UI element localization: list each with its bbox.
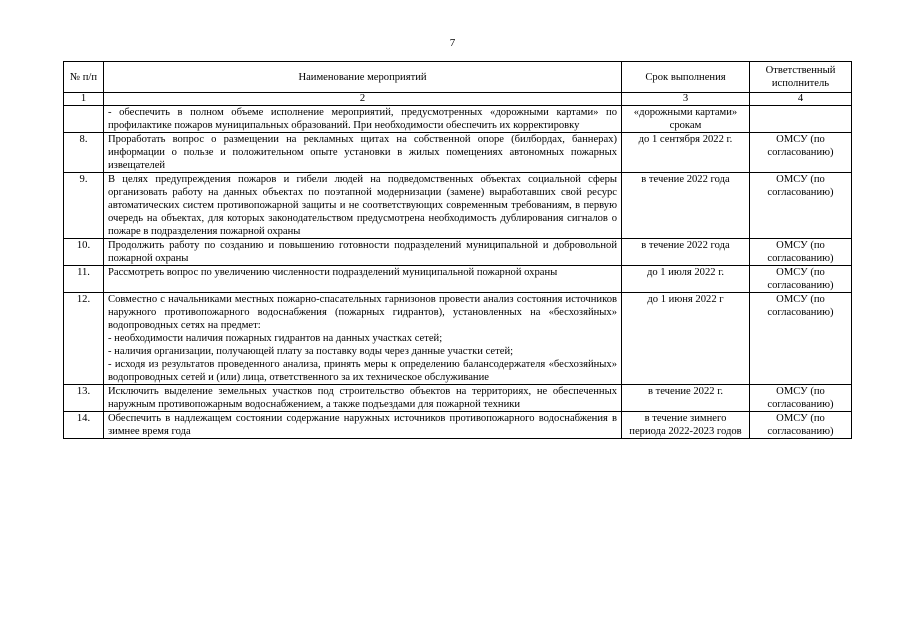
column-index: 2 bbox=[104, 93, 622, 106]
page-number: 7 bbox=[449, 37, 456, 49]
measure-paragraph: Проработать вопрос о размещении на рекламных щитах на собственной опоре (билбордах, баннерах) информации о пользе и положительном опыте установки в жилых помещениях автономных пожарных извещателей bbox=[108, 134, 617, 171]
measure-text bbox=[104, 106, 622, 133]
table-body bbox=[64, 106, 852, 439]
measure-text bbox=[104, 266, 622, 293]
header-term: Срок выполнения bbox=[622, 62, 750, 93]
measure-text bbox=[104, 293, 622, 385]
column-index: 3 bbox=[622, 93, 750, 106]
responsible-executor bbox=[750, 106, 852, 133]
table-row bbox=[64, 412, 852, 439]
column-index: 4 bbox=[750, 93, 852, 106]
row-number: 8. bbox=[64, 133, 104, 173]
header-num: № п/п bbox=[64, 62, 104, 93]
responsible-executor: ОМСУ (по согласованию) bbox=[750, 293, 852, 385]
measure-paragraph: Исключить выделение земельных участков под строительство объектов на территориях, не обеспеченных наружным противопожарным водоснабжением, а также подъездами для пожарной техники bbox=[108, 386, 617, 410]
responsible-executor: ОМСУ (по согласованию) bbox=[750, 173, 852, 239]
measure-paragraph: - наличия организации, получающей плату за поставку воды через данные участки сетей; bbox=[108, 346, 514, 357]
measure-text bbox=[104, 133, 622, 173]
measures-table bbox=[63, 61, 852, 439]
measure-paragraph: Рассмотреть вопрос по увеличению численности подразделений муниципальной пожарной охраны bbox=[108, 267, 558, 278]
deadline: в течение зимнего периода 2022-2023 годов bbox=[622, 412, 750, 439]
column-index-row bbox=[64, 93, 852, 106]
responsible-executor: ОМСУ (по согласованию) bbox=[750, 266, 852, 293]
row-number: 13. bbox=[64, 385, 104, 412]
header-name: Наименование мероприятий bbox=[104, 62, 622, 93]
responsible-executor: ОМСУ (по согласованию) bbox=[750, 385, 852, 412]
responsible-executor: ОМСУ (по согласованию) bbox=[750, 133, 852, 173]
table-row bbox=[64, 133, 852, 173]
table-row bbox=[64, 239, 852, 266]
measure-text bbox=[104, 412, 622, 439]
column-index: 1 bbox=[64, 93, 104, 106]
measure-text bbox=[104, 239, 622, 266]
deadline: в течение 2022 года bbox=[622, 173, 750, 239]
deadline: до 1 июня 2022 г bbox=[622, 293, 750, 385]
responsible-executor: ОМСУ (по согласованию) bbox=[750, 239, 852, 266]
measure-paragraph: - необходимости наличия пожарных гидрантов на данных участках сетей; bbox=[108, 333, 443, 344]
row-number: 14. bbox=[64, 412, 104, 439]
measure-text bbox=[104, 385, 622, 412]
responsible-executor: ОМСУ (по согласованию) bbox=[750, 412, 852, 439]
row-number: 10. bbox=[64, 239, 104, 266]
table-row bbox=[64, 173, 852, 239]
deadline: «дорожными картами» срокам bbox=[622, 106, 750, 133]
deadline: до 1 июля 2022 г. bbox=[622, 266, 750, 293]
measure-paragraph: Продолжить работу по созданию и повышению готовности подразделений муниципальной и добровольной пожарной охраны bbox=[108, 240, 617, 264]
measure-paragraph: - обеспечить в полном объеме исполнение мероприятий, предусмотренных «дорожными картами» по профилактике пожаров муниципальных образований. При необходимости обеспечить их корректировку bbox=[108, 107, 617, 131]
row-number bbox=[64, 106, 104, 133]
deadline: в течение 2022 г. bbox=[622, 385, 750, 412]
header-responsible: Ответственный исполнитель bbox=[750, 62, 852, 93]
table-row bbox=[64, 106, 852, 133]
row-number: 11. bbox=[64, 266, 104, 293]
table-row bbox=[64, 266, 852, 293]
measure-paragraph: В целях предупреждения пожаров и гибели людей на подведомственных объектах социальной сферы организовать работу на данных объектах по поэтапной модернизации (замене) выработавших свой ресурс автоматических систем противопожарной защиты и не соответствующих современным требованиям, в первую очередь на объектах, для которых законодательством предусмотрена необходимость дублирования сигналов о пожаре в подразделения пожарной охраны bbox=[108, 174, 617, 237]
measure-paragraph: Обеспечить в надлежащем состоянии содержание наружных источников противопожарного водоснабжения в зимнее время года bbox=[108, 413, 617, 437]
row-number: 12. bbox=[64, 293, 104, 385]
measure-paragraph: - исходя из результатов проведенного анализа, принять меры к определению балансодержателя «бесхозяйных» водопроводных сетей и (или) лица, ответственного за их техническое обслуживание bbox=[108, 359, 617, 383]
deadline: до 1 сентября 2022 г. bbox=[622, 133, 750, 173]
table-row bbox=[64, 293, 852, 385]
deadline: в течение 2022 года bbox=[622, 239, 750, 266]
table-row bbox=[64, 385, 852, 412]
table-header-row bbox=[64, 62, 852, 93]
measure-paragraph: Совместно с начальниками местных пожарно-спасательных гарнизонов провести анализ состояния источников наружного противопожарного водоснабжения (пожарных гидрантов), установленных на «бесхозяйных» водопроводных сетях на предмет: bbox=[108, 294, 617, 331]
measure-text bbox=[104, 173, 622, 239]
row-number: 9. bbox=[64, 173, 104, 239]
